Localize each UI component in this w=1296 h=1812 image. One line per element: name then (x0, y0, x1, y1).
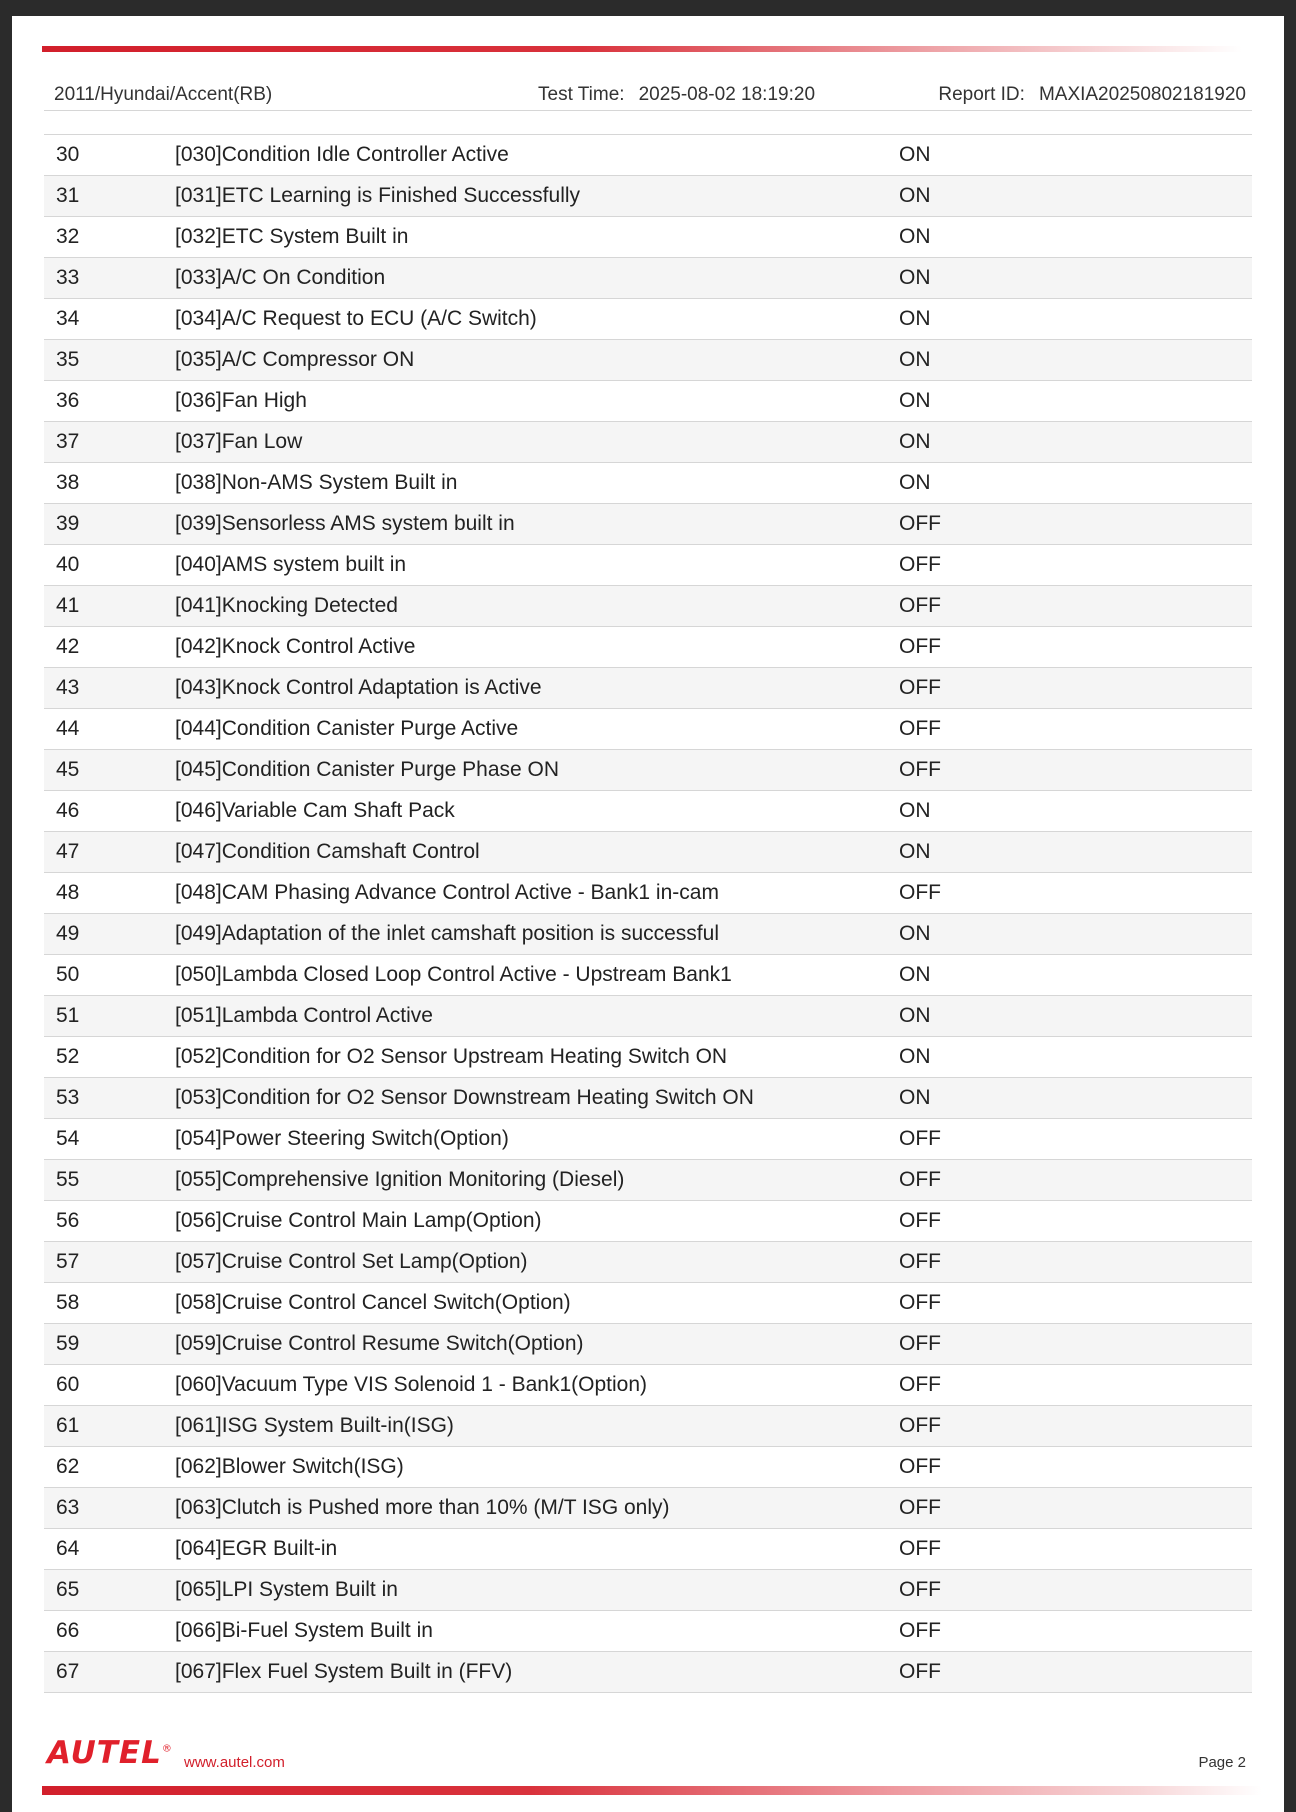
parameter-name: [062]Blower Switch(ISG) (175, 1455, 404, 1478)
report-page (12, 16, 1284, 1812)
parameter-name: [048]CAM Phasing Advance Control Active - Bank1 in-cam (175, 881, 719, 904)
table-row (44, 996, 1252, 1037)
footer-accent-bar (42, 1786, 1262, 1795)
parameter-name: [030]Condition Idle Controller Active (175, 143, 509, 166)
parameter-name: [061]ISG System Built-in(ISG) (175, 1414, 454, 1437)
row-number: 63 (56, 1496, 80, 1519)
parameter-name: [053]Condition for O2 Sensor Downstream Heating Switch ON (175, 1086, 754, 1109)
row-number: 43 (56, 676, 80, 699)
table-row (44, 873, 1252, 914)
parameter-value: ON (899, 389, 931, 412)
row-number: 39 (56, 512, 80, 535)
parameter-name: [034]A/C Request to ECU (A/C Switch) (175, 307, 537, 330)
row-number: 32 (56, 225, 80, 248)
row-number: 66 (56, 1619, 80, 1642)
footer-url: www.autel.com (184, 1754, 285, 1771)
row-number: 54 (56, 1127, 80, 1150)
parameter-name: [051]Lambda Control Active (175, 1004, 433, 1027)
parameter-name: [066]Bi-Fuel System Built in (175, 1619, 433, 1642)
data-stream-table (44, 134, 1252, 1693)
parameter-name: [031]ETC Learning is Finished Successfully (175, 184, 581, 207)
parameter-value: OFF (899, 1578, 941, 1601)
row-number: 53 (56, 1086, 80, 1109)
row-number: 38 (56, 471, 80, 494)
parameter-name: [052]Condition for O2 Sensor Upstream Heating Switch ON (175, 1045, 728, 1068)
parameter-name: [035]A/C Compressor ON (175, 348, 415, 371)
page-number: Page 2 (1198, 1754, 1246, 1771)
parameter-name: [044]Condition Canister Purge Active (175, 717, 519, 740)
vehicle-info: 2011/Hyundai/Accent(RB) (54, 84, 273, 105)
parameter-name: [036]Fan High (175, 389, 307, 412)
row-number: 33 (56, 266, 80, 289)
table-row (44, 176, 1252, 217)
parameter-value: OFF (899, 1209, 941, 1232)
parameter-value: ON (899, 348, 931, 371)
report-id (938, 84, 1246, 106)
header-accent-bar (42, 46, 1242, 52)
test-time-label: Test Time: (538, 84, 625, 105)
parameter-value: OFF (899, 553, 941, 576)
parameter-value: OFF (899, 1250, 941, 1273)
row-number: 56 (56, 1209, 80, 1232)
table-row (44, 832, 1252, 873)
table-row (44, 914, 1252, 955)
parameter-name: [041]Knocking Detected (175, 594, 398, 617)
table-row (44, 955, 1252, 996)
row-number: 52 (56, 1045, 80, 1068)
parameter-value: OFF (899, 758, 941, 781)
parameter-value: OFF (899, 512, 941, 535)
row-number: 59 (56, 1332, 80, 1355)
parameter-value: OFF (899, 1373, 941, 1396)
table-row (44, 545, 1252, 586)
parameter-name: [059]Cruise Control Resume Switch(Option) (175, 1332, 584, 1355)
parameter-name: [046]Variable Cam Shaft Pack (175, 799, 455, 822)
parameter-value: OFF (899, 1660, 941, 1683)
parameter-name: [033]A/C On Condition (175, 266, 386, 289)
parameter-name: [065]LPI System Built in (175, 1578, 398, 1601)
parameter-value: ON (899, 184, 931, 207)
parameter-value: ON (899, 799, 931, 822)
parameter-name: [064]EGR Built-in (175, 1537, 338, 1560)
row-number: 62 (56, 1455, 80, 1478)
parameter-value: OFF (899, 594, 941, 617)
parameter-value: ON (899, 1086, 931, 1109)
parameter-value: OFF (899, 881, 941, 904)
table-row (44, 1570, 1252, 1611)
table-row (44, 791, 1252, 832)
parameter-name: [058]Cruise Control Cancel Switch(Option) (175, 1291, 571, 1314)
row-number: 40 (56, 553, 80, 576)
parameter-name: [043]Knock Control Adaptation is Active (175, 676, 542, 699)
table-row (44, 1447, 1252, 1488)
parameter-value: OFF (899, 1619, 941, 1642)
parameter-value: OFF (899, 1455, 941, 1478)
row-number: 50 (56, 963, 80, 986)
table-row (44, 340, 1252, 381)
parameter-name: [056]Cruise Control Main Lamp(Option) (175, 1209, 542, 1232)
parameter-value: OFF (899, 1496, 941, 1519)
row-number: 41 (56, 594, 80, 617)
parameter-value: OFF (899, 1537, 941, 1560)
row-number: 55 (56, 1168, 80, 1191)
test-time (538, 84, 815, 106)
row-number: 47 (56, 840, 80, 863)
table-row (44, 1201, 1252, 1242)
parameter-value: OFF (899, 676, 941, 699)
table-row (44, 1652, 1252, 1693)
row-number: 34 (56, 307, 80, 330)
table-row (44, 1406, 1252, 1447)
report-header (44, 66, 1252, 111)
row-number: 60 (56, 1373, 80, 1396)
test-time-value: 2025-08-02 18:19:20 (638, 84, 816, 105)
table-row (44, 1037, 1252, 1078)
table-row (44, 1611, 1252, 1652)
table-row (44, 381, 1252, 422)
report-id-label: Report ID: (938, 84, 1025, 105)
parameter-value: ON (899, 307, 931, 330)
row-number: 44 (56, 717, 80, 740)
table-row (44, 709, 1252, 750)
row-number: 42 (56, 635, 80, 658)
table-row (44, 1078, 1252, 1119)
parameter-name: [038]Non-AMS System Built in (175, 471, 458, 494)
row-number: 36 (56, 389, 80, 412)
parameter-name: [050]Lambda Closed Loop Control Active - Upstream Bank1 (175, 963, 732, 986)
parameter-name: [032]ETC System Built in (175, 225, 409, 248)
parameter-value: ON (899, 1004, 931, 1027)
parameter-name: [055]Comprehensive Ignition Monitoring (Diesel) (175, 1168, 625, 1191)
parameter-name: [042]Knock Control Active (175, 635, 416, 658)
parameter-value: ON (899, 840, 931, 863)
row-number: 64 (56, 1537, 80, 1560)
parameter-value: ON (899, 471, 931, 494)
parameter-name: [040]AMS system built in (175, 553, 407, 576)
logo-text: AUTEL (47, 1735, 162, 1771)
parameter-value: ON (899, 922, 931, 945)
table-row (44, 299, 1252, 340)
table-row (44, 586, 1252, 627)
parameter-name: [063]Clutch is Pushed more than 10% (M/T ISG only) (175, 1496, 670, 1519)
parameter-value: OFF (899, 635, 941, 658)
row-number: 37 (56, 430, 80, 453)
parameter-value: ON (899, 266, 931, 289)
table-row (44, 217, 1252, 258)
table-row (44, 258, 1252, 299)
table-row (44, 668, 1252, 709)
report-id-value: MAXIA20250802181920 (1038, 84, 1246, 105)
parameter-value: OFF (899, 1414, 941, 1437)
parameter-name: [047]Condition Camshaft Control (175, 840, 480, 863)
parameter-value: ON (899, 1045, 931, 1068)
table-row (44, 1365, 1252, 1406)
table-row (44, 422, 1252, 463)
parameter-name: [045]Condition Canister Purge Phase ON (175, 758, 560, 781)
parameter-value: OFF (899, 717, 941, 740)
table-row (44, 1324, 1252, 1365)
table-row (44, 1242, 1252, 1283)
parameter-name: [037]Fan Low (175, 430, 303, 453)
parameter-value: OFF (899, 1291, 941, 1314)
table-row (44, 135, 1252, 176)
table-row (44, 1283, 1252, 1324)
parameter-name: [054]Power Steering Switch(Option) (175, 1127, 509, 1150)
row-number: 31 (56, 184, 80, 207)
row-number: 30 (56, 143, 80, 166)
row-number: 48 (56, 881, 80, 904)
parameter-name: [049]Adaptation of the inlet camshaft position is successful (175, 922, 719, 945)
row-number: 49 (56, 922, 80, 945)
row-number: 57 (56, 1250, 80, 1273)
parameter-value: ON (899, 225, 931, 248)
row-number: 61 (56, 1414, 80, 1437)
row-number: 65 (56, 1578, 80, 1601)
table-row (44, 1119, 1252, 1160)
table-row (44, 463, 1252, 504)
table-row (44, 627, 1252, 668)
parameter-value: ON (899, 143, 931, 166)
parameter-value: OFF (899, 1127, 941, 1150)
table-row (44, 1529, 1252, 1570)
row-number: 67 (56, 1660, 80, 1683)
parameter-name: [057]Cruise Control Set Lamp(Option) (175, 1250, 528, 1273)
table-row (44, 1488, 1252, 1529)
parameter-value: OFF (899, 1332, 941, 1355)
table-row (44, 504, 1252, 545)
parameter-value: ON (899, 430, 931, 453)
row-number: 45 (56, 758, 80, 781)
table-row (44, 750, 1252, 791)
parameter-name: [039]Sensorless AMS system built in (175, 512, 515, 535)
row-number: 35 (56, 348, 80, 371)
autel-logo: AUTEL® (47, 1735, 173, 1771)
row-number: 46 (56, 799, 80, 822)
parameter-value: ON (899, 963, 931, 986)
parameter-value: OFF (899, 1168, 941, 1191)
parameter-name: [060]Vacuum Type VIS Solenoid 1 - Bank1(Option) (175, 1373, 647, 1396)
row-number: 51 (56, 1004, 80, 1027)
row-number: 58 (56, 1291, 80, 1314)
parameter-name: [067]Flex Fuel System Built in (FFV) (175, 1660, 513, 1683)
table-row (44, 1160, 1252, 1201)
